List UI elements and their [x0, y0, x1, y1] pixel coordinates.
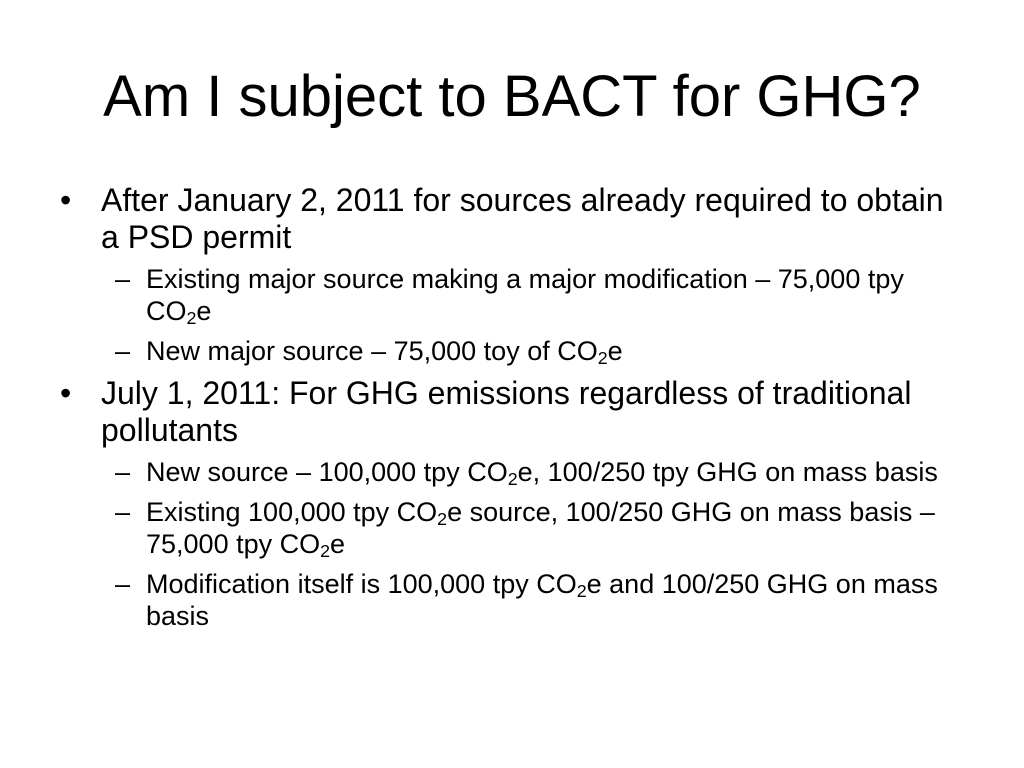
bullet-marker: • [60, 375, 72, 411]
sub-bullet-item [55, 335, 970, 367]
dash-marker: – [115, 457, 131, 487]
sub-bullet-item [55, 456, 970, 488]
sub-bullet-item [55, 568, 970, 632]
sub-bullet-text: New major source – 75,000 toy of $CO_2e$ [146, 336, 623, 368]
subscript: 2 [507, 468, 518, 489]
bullet-item [55, 375, 970, 449]
bullet-text: After January 2, 2011 for sources already required to obtain a PSD permit [101, 182, 944, 255]
bullet-marker: • [60, 182, 72, 218]
dash-marker: – [115, 264, 131, 294]
subscript: 2 [186, 307, 197, 328]
subscript: 2 [437, 508, 448, 529]
sub-bullet-text: Existing major source making a major modification – 75,000 tpy $CO_2e$ [146, 264, 904, 328]
slide-title: Am I subject to BACT for GHG? [103, 64, 921, 129]
sub-bullet-item [55, 263, 970, 327]
dash-marker: – [115, 336, 131, 366]
dash-marker: – [115, 497, 131, 527]
sub-bullet-text: Existing 100,000 tpy $CO_2e$ source, 100/250 GHG on mass basis – 75,000 tpy $CO_2e$ [146, 497, 935, 561]
dash-marker: – [115, 569, 131, 599]
slide-body [55, 182, 970, 640]
sub-bullet-item [55, 496, 970, 560]
subscript: 2 [320, 540, 331, 561]
bullet-text: July 1, 2011: For GHG emissions regardless of traditional pollutants [101, 375, 912, 448]
sub-bullet-text: Modification itself is 100,000 tpy $CO_2e$ and 100/250 GHG on mass basis [146, 569, 938, 631]
subscript: 2 [597, 347, 608, 368]
subscript: 2 [576, 580, 587, 601]
bullet-item [55, 182, 970, 256]
sub-bullet-text: New source – 100,000 tpy $CO_2e$, 100/250 tpy GHG on mass basis [146, 457, 938, 489]
